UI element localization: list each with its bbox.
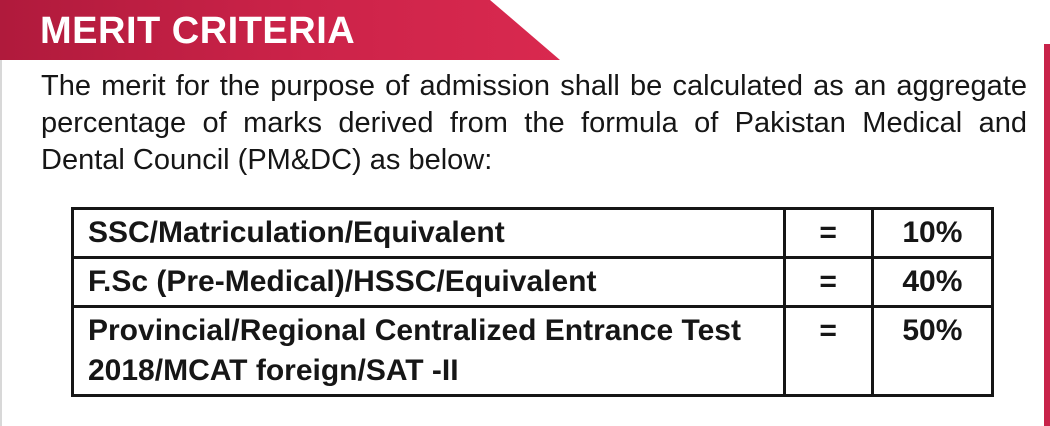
equals-sign: =	[784, 209, 872, 258]
right-accent-border	[1044, 44, 1050, 426]
criterion-weight: 40%	[872, 258, 992, 307]
left-border	[0, 60, 2, 426]
equals-sign: =	[784, 258, 872, 307]
criterion-weight: 10%	[872, 209, 992, 258]
criterion-label: Provincial/Regional Centralized Entrance Test 2018/MCAT foreign/SAT -II	[73, 307, 785, 396]
criterion-label: F.Sc (Pre-Medical)/HSSC/Equivalent	[73, 258, 785, 307]
criterion-label: SSC/Matriculation/Equivalent	[73, 209, 785, 258]
equals-sign: =	[784, 307, 872, 396]
table-row	[73, 209, 993, 258]
table-row	[73, 307, 993, 396]
merit-criteria-table	[71, 207, 994, 397]
table-row	[73, 258, 993, 307]
section-heading: MERIT CRITERIA	[40, 10, 356, 52]
criterion-weight: 50%	[872, 307, 992, 396]
intro-paragraph: The merit for the purpose of admission shall be calculated as an aggregate percentage of marks derived from the formula of Pakistan Medical and Dental Council (PM&DC) as below:	[41, 70, 1027, 176]
